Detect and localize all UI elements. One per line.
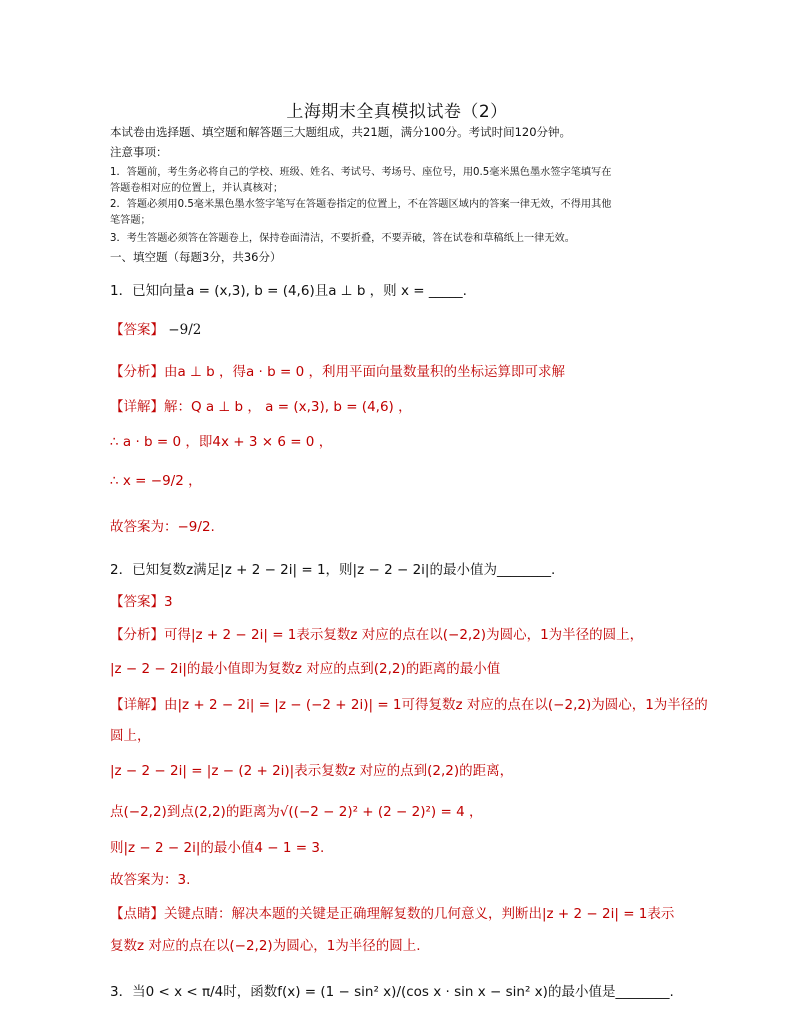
note-line: 3．考生答题必须答在答题卷上，保持卷面清洁，不要折叠，不要弄破，答在试卷和草稿纸上一律无效。 bbox=[110, 233, 575, 244]
comment-line bbox=[110, 902, 674, 922]
detail-line: 点(−2,2)到点(2,2)的距离为√((−2 − 2)² + (2 − 2)²) = 4 ， bbox=[110, 804, 483, 820]
question-2: 2．已知复数z满足|z + 2 − 2i| = 1，则|z − 2 − 2i|的最小值为________. bbox=[110, 562, 556, 578]
detail-text: 由|z + 2 − 2i| = |z − (−2 + 2i)| = 1可得复数z 对应的点在以(−2,2)为圆心，1为半径的 bbox=[164, 697, 708, 713]
analysis-tag: 【分析】 bbox=[110, 627, 164, 643]
analysis-tag: 【分析】 bbox=[110, 364, 164, 380]
comment-tag: 【点睛】 bbox=[110, 906, 164, 922]
detail-line bbox=[110, 395, 412, 415]
detail-line: 圆上， bbox=[110, 728, 151, 744]
question-3: 3．当0 < x < π/4时，函数f(x) = (1 − sin² x)/(cos x · sin x − sin² x)的最小值是________. bbox=[110, 984, 674, 1000]
page-title: 上海期末全真模拟试卷（2） bbox=[286, 102, 508, 122]
question-1: 1．已知向量a = (x,3), b = (4,6)且a ⊥ b ，则 x = _____. bbox=[110, 283, 467, 299]
detail-line: |z − 2 − 2i| = |z − (2 + 2i)|表示复数z 对应的点到(2,2)的距离， bbox=[110, 763, 514, 779]
note-line: 答题卷相对应的位置上，并认真核对； bbox=[110, 183, 284, 194]
comment-line: 复数z 对应的点在以(−2,2)为圆心，1为半径的圆上. bbox=[110, 938, 421, 954]
analysis-line: |z − 2 − 2i|的最小值即为复数z 对应的点到(2,2)的距离的最小值 bbox=[110, 661, 501, 677]
detail-line bbox=[110, 693, 708, 713]
answer-value: −9/2 bbox=[168, 322, 202, 338]
note-line: 笔答题； bbox=[110, 215, 151, 226]
answer-tag: 【答案】 bbox=[110, 594, 164, 610]
answer-tag: 【答案】 bbox=[110, 322, 164, 338]
comment-text: 关键点睛：解决本题的关键是正确理解复数的几何意义，判断出|z + 2 − 2i| = 1表示 bbox=[164, 906, 675, 922]
analysis-line bbox=[110, 623, 643, 643]
answer-line bbox=[110, 590, 173, 610]
analysis-text: 由a ⊥ b ，得a · b = 0 ，利用平面向量数量积的坐标运算即可求解 bbox=[164, 364, 565, 380]
detail-tag: 【详解】 bbox=[110, 697, 164, 713]
conclusion-line: 故答案为：−9/2. bbox=[110, 519, 215, 535]
detail-line: 则|z − 2 − 2i|的最小值4 − 1 = 3. bbox=[110, 840, 325, 856]
detail-tag: 【详解】 bbox=[110, 399, 164, 415]
analysis-line bbox=[110, 360, 565, 380]
detail-text: 解：Q a ⊥ b ， a = (x,3), b = (4,6) ， bbox=[164, 399, 412, 415]
answer-line bbox=[110, 318, 201, 338]
detail-line: ∴ a · b = 0 ，即4x + 3 × 6 = 0 ， bbox=[110, 434, 333, 450]
note-line: 2．答题必须用0.5毫米黑色墨水签字笔写在答题卷指定的位置上，不在答题区域内的答案一律无效，不得用其他 bbox=[110, 199, 612, 210]
answer-value: 3 bbox=[164, 594, 173, 610]
notes-heading: 注意事项： bbox=[110, 145, 168, 159]
section-heading: 一、填空题（每题3分，共36分） bbox=[110, 250, 282, 264]
analysis-text: 可得|z + 2 − 2i| = 1表示复数z 对应的点在以(−2,2)为圆心，1为半径的圆上， bbox=[164, 627, 644, 643]
conclusion-line: 故答案为：3. bbox=[110, 872, 191, 888]
note-line: 1．答题前，考生务必将自己的学校、班级、姓名、考试号、考场号、座位号，用0.5毫米黑色墨水签字笔填写在 bbox=[110, 167, 612, 178]
detail-line: ∴ x = −9/2 ， bbox=[110, 473, 202, 489]
exam-intro: 本试卷由选择题、填空题和解答题三大题组成，共21题，满分100分。考试时间120分钟。 bbox=[110, 125, 572, 139]
